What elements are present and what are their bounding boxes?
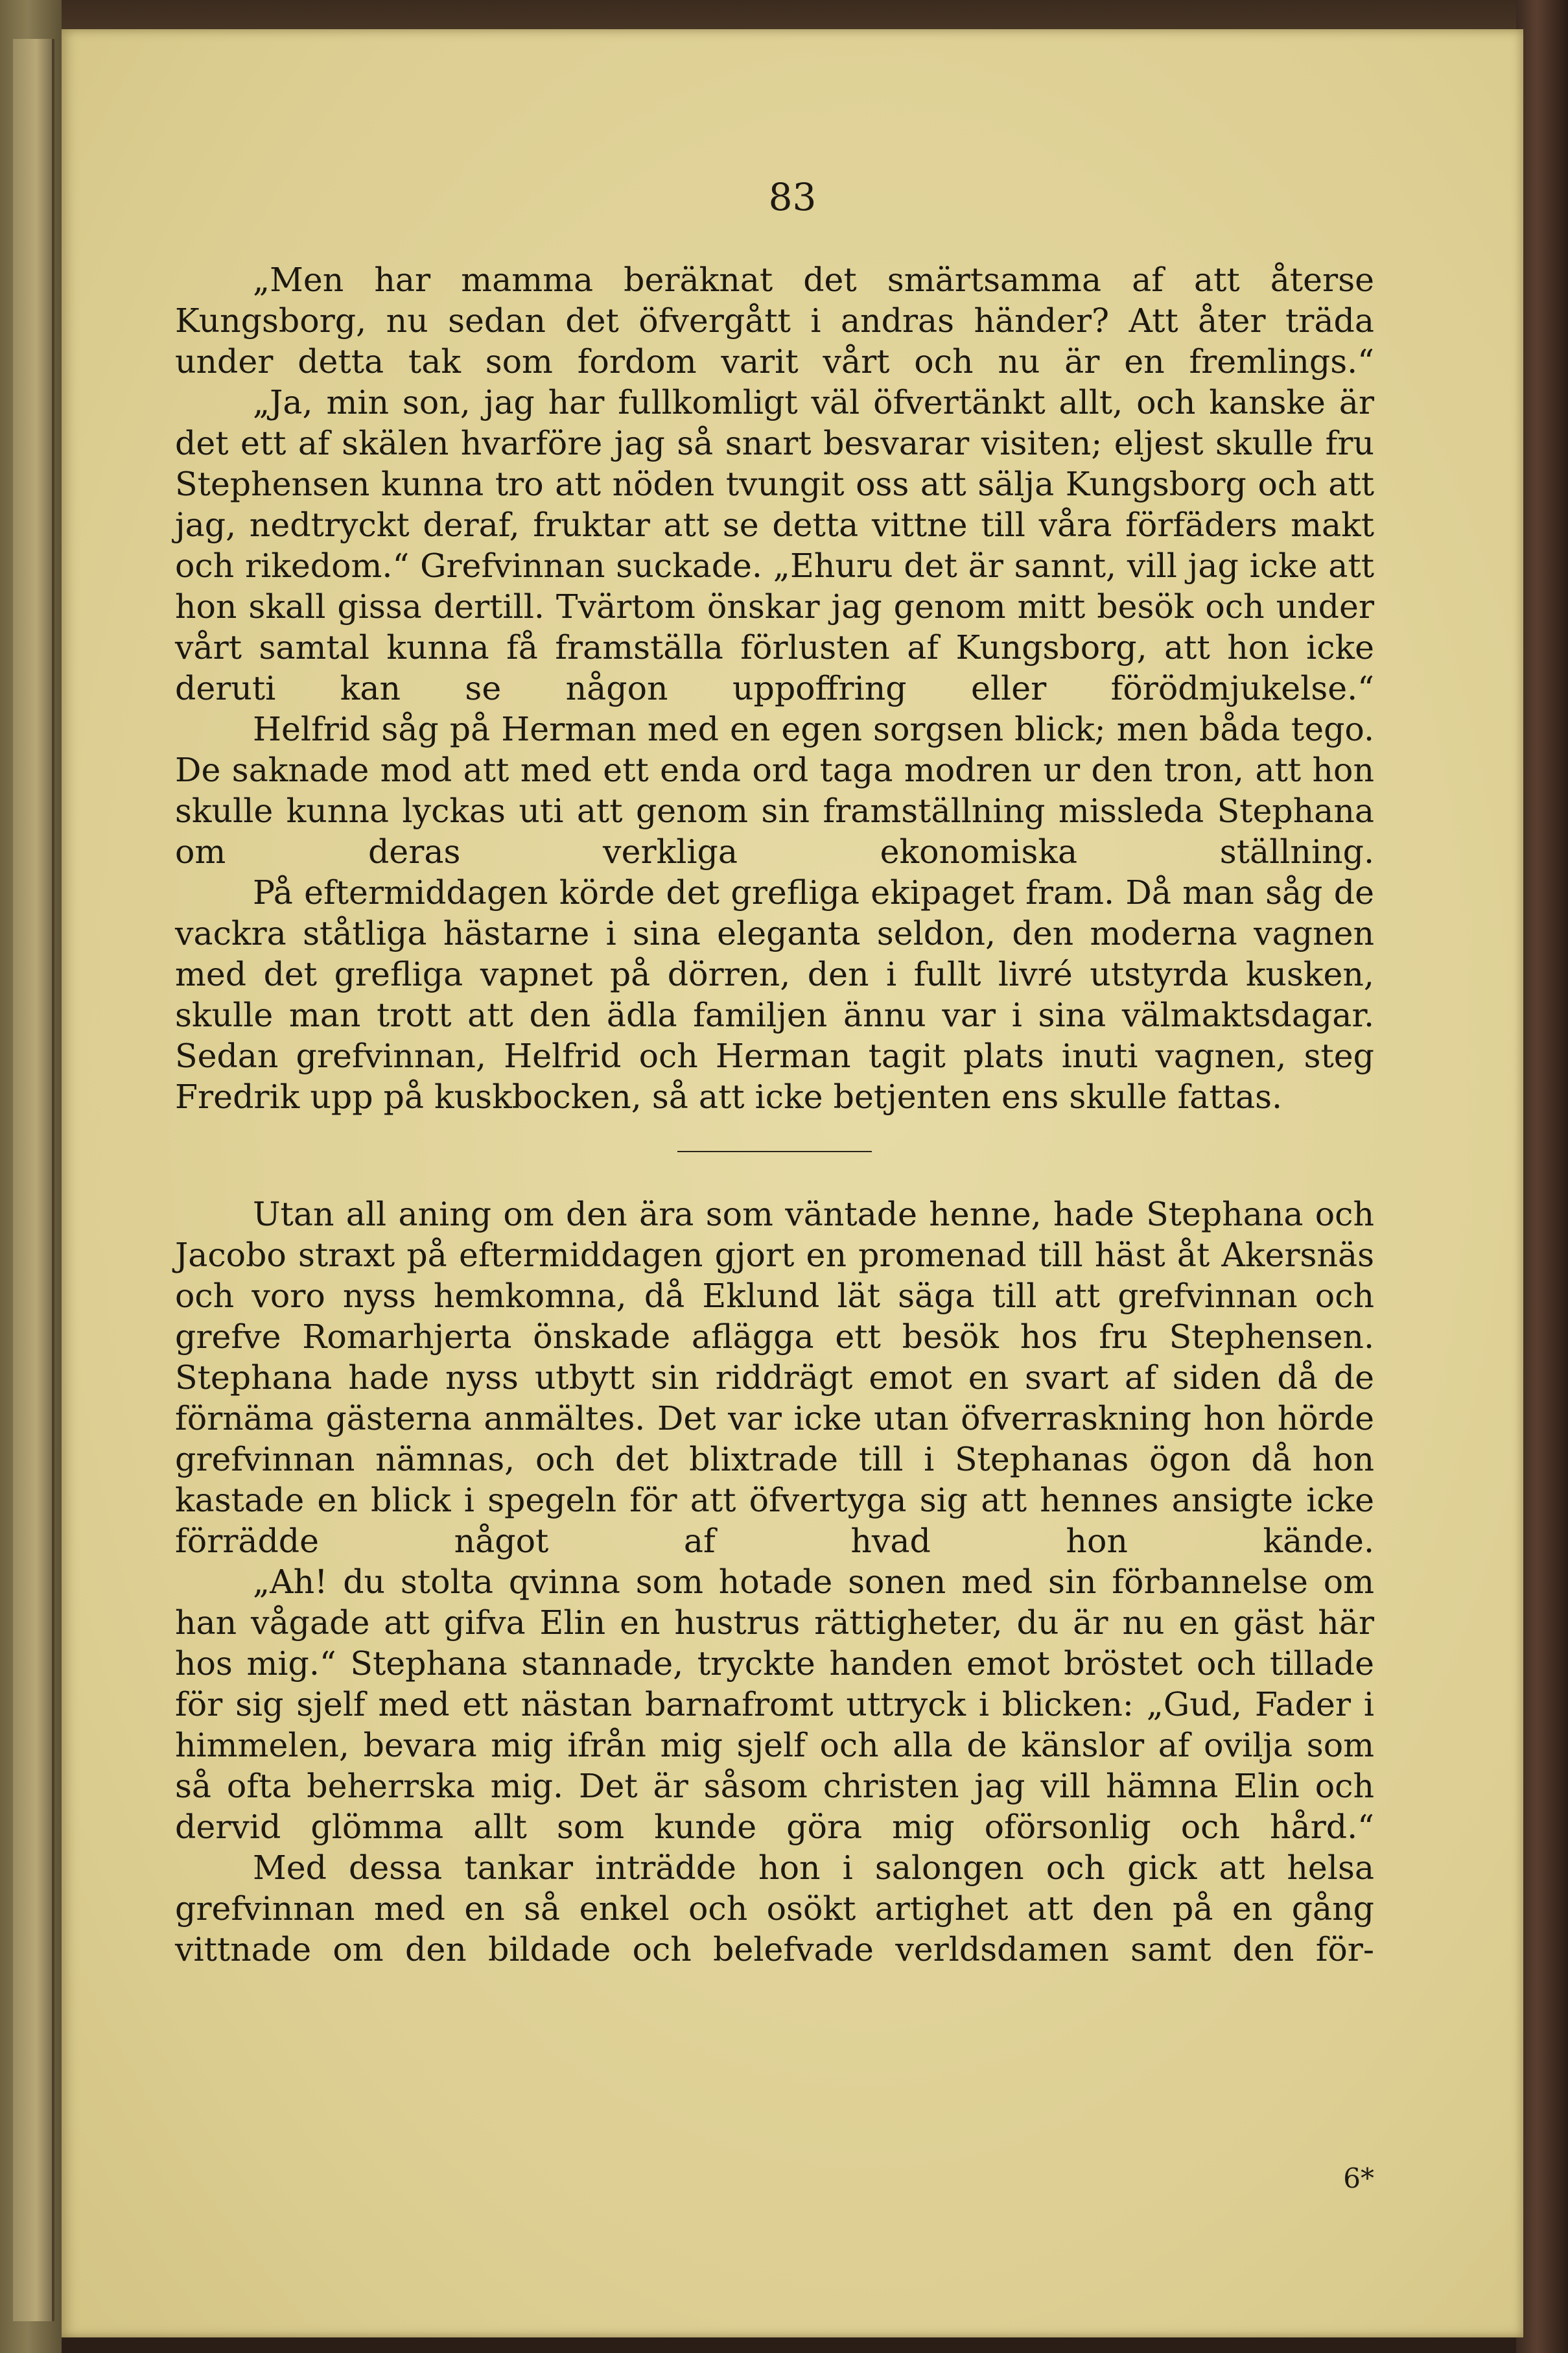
- page-text: [175, 259, 1374, 1970]
- paragraph: Utan all aning om den ära som väntade henne, hade Stephana och Jacobo straxt på eftermiddagen gjort en promenad till häst åt Akersnäs och voro nyss hemkomna, då Eklund lät säga till att grefvinnan och grefve Romarhjerta önskade aflägga ett besök hos fru Stephensen. Stephana hade nyss utbytt sin riddrägt emot en svart af siden då de förnäma gästerna anmältes. Det var icke utan öfverraskning hon hörde grefvinnan nämnas, och det blixtrade till i Stephanas ögon då hon kastade en blick i spegeln för att öfvertyga sig att hennes ansigte icke förrädde något af hvad hon kände.: [175, 1195, 1374, 1560]
- paragraph: På eftermiddagen körde det grefliga ekipaget fram. Då man såg de vackra ståtliga hästarne i sina eleganta seldon, den moderna vagnen med det grefliga vapnet på dörren, den i fullt livré utstyrda kusken, skulle man trott att den ädla familjen ännu var i sina välmaktsdagar. Sedan grefvinnan, Helfrid och Herman tagit plats inuti vagnen, steg Fredrik upp på kuskbocken, så att icke betjenten ens skulle fattas.: [175, 873, 1374, 1116]
- previous-page-edge: [13, 39, 54, 2321]
- paragraph: Helfrid såg på Herman med en egen sorgsen blick; men båda tego. De saknade mod att med ett enda ord taga modren ur den tron, att hon skulle kunna lyckas uti att genom sin framställning missleda Stephana om deras verkliga ekonomiska ställning.: [175, 710, 1374, 871]
- printer-signature-mark: 6*: [1343, 2162, 1374, 2194]
- paragraph: „Ja, min son, jag har fullkomligt väl öfvertänkt allt, och kanske är det ett af skälen hvarföre jag så snart besvarar visiten; eljest skulle fru Stephensen kunna tro att nöden tvungit oss att sälja Kungsborg och att jag, nedtryckt deraf, fruktar att se detta vittne till våra förfäders makt och rikedom.“ Grefvinnan suckade. „Ehuru det är sannt, vill jag icke att hon skall gissa dertill. Tvärtom önskar jag genom mitt besök och under vårt samtal kunna få framställa förlusten af Kungsborg, att hon icke deruti kan se någon uppoffring eller förödmjukelse.“: [175, 383, 1374, 707]
- book-page: [62, 29, 1523, 2337]
- paragraph: „Men har mamma beräknat det smärtsamma af att återse Kungsborg, nu sedan det öfvergått i andras händer? Att åter träda under detta tak som fordom varit vårt och nu är en fremlings.“: [175, 261, 1374, 381]
- paragraph: „Ah! du stolta qvinna som hotade sonen med sin förbannelse om han vågade att gifva Elin en hustrus rättigheter, du är nu en gäst här hos mig.“ Stephana stannade, tryckte handen emot bröstet och tillade för sig sjelf med ett nästan barnafromt uttryck i blicken: „Gud, Fader i himmelen, bevara mig ifrån mig sjelf och alla de känslor af ovilja som så ofta beherrska mig. Det är såsom christen jag vill hämna Elin och dervid glömma allt som kunde göra mig oförsonlig och hård.“: [175, 1563, 1374, 1846]
- section-divider: [677, 1151, 872, 1152]
- book-cover-right: [1516, 0, 1568, 2353]
- page-number: 83: [768, 175, 817, 219]
- book-binding-left: [0, 0, 62, 2353]
- paragraph: Med dessa tankar inträdde hon i salongen och gick att helsa grefvinnan med en så enkel och osökt artighet att den på en gång vittnade om den bildade och belefvade verldsdamen samt den för-: [175, 1849, 1374, 1969]
